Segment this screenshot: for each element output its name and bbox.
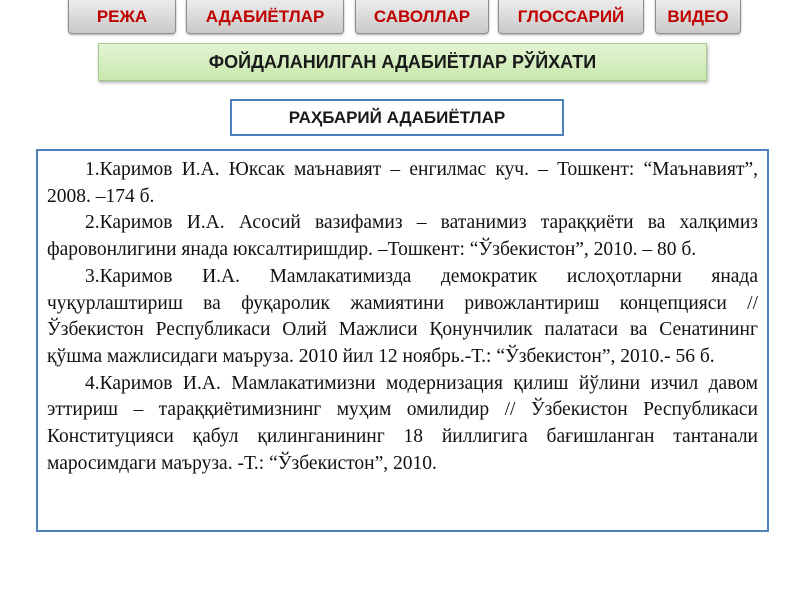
references-list (36, 149, 769, 532)
nav-button-glossary[interactable]: ГЛОССАРИЙ (498, 0, 644, 34)
nav-button-questions[interactable]: САВОЛЛАР (355, 0, 489, 34)
reference-item: 1.Каримов И.А. Юксак маънавият – енгилмас куч. – Тошкент: “Маънавият”, 2008. –174 б. (47, 159, 758, 207)
reference-item: 4.Каримов И.А. Мамлакатимизни модернизация қилиш йўлини изчил давом эттириш – тараққиётимизнинг муҳим омилидир // Ўзбекистон Республикаси Конституцияси қабул қилинганининг 18 йиллигига бағишланган тантанали маросимдаги маъруза. -Т.: “Ўзбекистон”, 2010. (47, 372, 758, 474)
reference-item: 3.Каримов И.А. Мамлакатимизда демократик ислоҳотларни янада чуқурлаштириш ва фуқаролик жамиятини ривожлантириш концепцияси // Ўзбекистон Республикаси Олий Мажлиси Қонунчилик палатаси ва Сенатининг қўшма мажлисидаги маъруза. 2010 йил 12 ноябрь.-Т.: “Ўзбекистон”, 2010.- 56 б. (47, 265, 758, 367)
reference-item: 2.Каримов И.А. Асосий вазифамиз – ватанимиз тараққиёти ва халқимиз фаровонлигини янада юксалтиришдир. –Тошкент: “Ўзбекистон”, 2010. – 80 б. (47, 212, 758, 261)
page-title: ФОЙДАЛАНИЛГАН АДАБИЁТЛАР РЎЙХАТИ (98, 43, 707, 81)
nav-button-video[interactable]: ВИДЕО (655, 0, 741, 34)
section-title: РАҲБАРИЙ АДАБИЁТЛАР (230, 99, 564, 136)
nav-button-plan[interactable]: РЕЖА (68, 0, 176, 34)
nav-button-literature[interactable]: АДАБИЁТЛАР (186, 0, 344, 34)
